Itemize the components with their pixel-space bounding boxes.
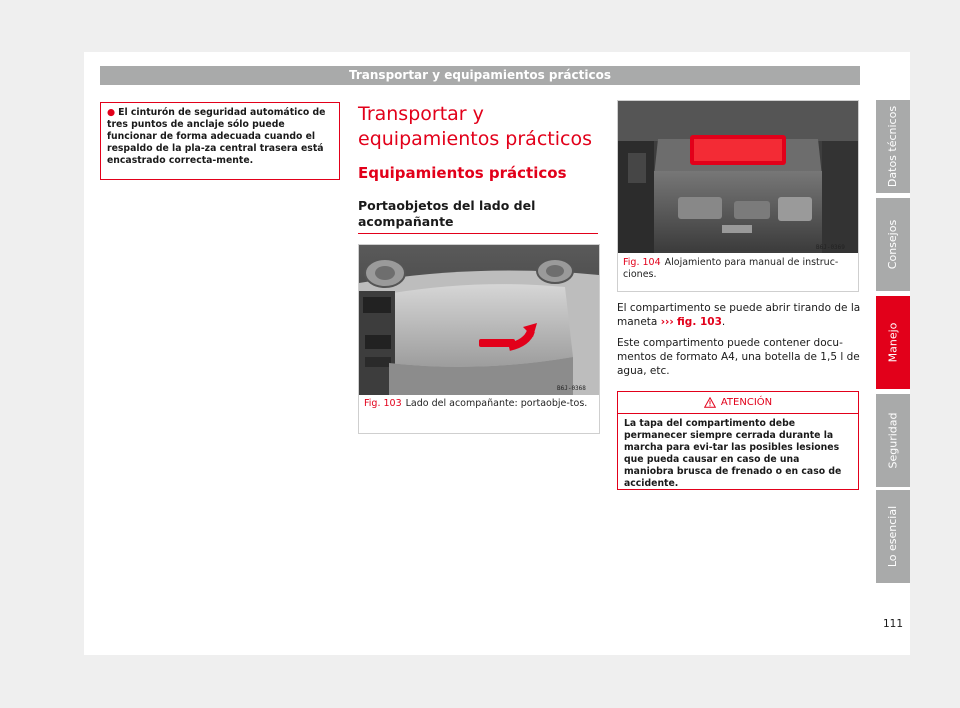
figure-caption-text: Alojamiento para manual de instruc-ciones. — [623, 257, 839, 280]
open-glovebox-illustration — [618, 101, 858, 253]
figure-caption — [623, 257, 851, 281]
section-heading: Equipamientos prácticos — [358, 164, 567, 182]
note-box — [100, 102, 340, 180]
body-paragraph — [617, 301, 861, 329]
figure-code: B6J-0369 — [816, 244, 845, 251]
warning-triangle-icon — [704, 397, 716, 408]
warning-box — [617, 391, 859, 490]
tab-datos-tecnicos[interactable] — [876, 100, 910, 193]
figure-label: Fig. 104 — [623, 257, 661, 268]
tab-consejos[interactable] — [876, 198, 910, 291]
body-paragraph: Este compartimento puede contener docu-mentos de formato A4, una botella de 1,5 l de agua, etc. — [617, 337, 860, 377]
subsection-heading: Portaobjetos del lado del acompañante — [358, 198, 536, 229]
tab-label: Manejo — [886, 322, 900, 363]
figure-caption-text: Lado del acompañante: portaobje-tos. — [405, 398, 588, 409]
warning-text: La tapa del compartimento debe permanecer siempre cerrada durante la marcha para evi-tar las posibles lesiones que pueda causar en caso de una maniobra brusca de frenado o en caso de accidente. — [624, 418, 842, 489]
paragraph-end: . — [721, 316, 726, 328]
glovebox-dashboard-illustration — [359, 245, 599, 395]
tab-manejo[interactable] — [876, 296, 910, 389]
tab-lo-esencial[interactable] — [876, 490, 910, 583]
figure-reference-arrow[interactable]: ››› — [660, 316, 674, 328]
figure-label: Fig. 103 — [364, 398, 402, 409]
section-divider — [358, 233, 598, 234]
note-text: El cinturón de seguridad automático de tres puntos de anclaje sólo puede funcionar de forma adecuada cuando el respaldo de la pla-za central trasera está encastrado correcta-mente. — [107, 107, 326, 166]
note-paragraph — [107, 107, 333, 167]
figure-reference-link[interactable]: fig. 103 — [677, 316, 722, 328]
figure-103 — [358, 244, 600, 434]
tab-label: Seguridad — [886, 412, 900, 469]
running-header: Transportar y equipamientos prácticos — [100, 66, 860, 85]
bullet-icon: ● — [107, 107, 116, 118]
figure-104 — [617, 100, 859, 292]
tab-label: Datos técnicos — [886, 105, 900, 188]
warning-header — [618, 392, 858, 414]
figure-code: B6J-0368 — [557, 385, 586, 392]
tab-label: Lo esencial — [886, 505, 900, 568]
page-number: 111 — [882, 618, 904, 630]
figure-caption — [364, 398, 592, 410]
warning-title: ATENCIÓN — [720, 397, 773, 408]
tab-seguridad[interactable] — [876, 394, 910, 487]
paragraph-text: El compartimento se puede abrir tirando de la maneta — [617, 302, 861, 328]
chapter-title: Transportar y equipamientos prácticos — [358, 103, 592, 150]
tab-label: Consejos — [886, 219, 900, 270]
